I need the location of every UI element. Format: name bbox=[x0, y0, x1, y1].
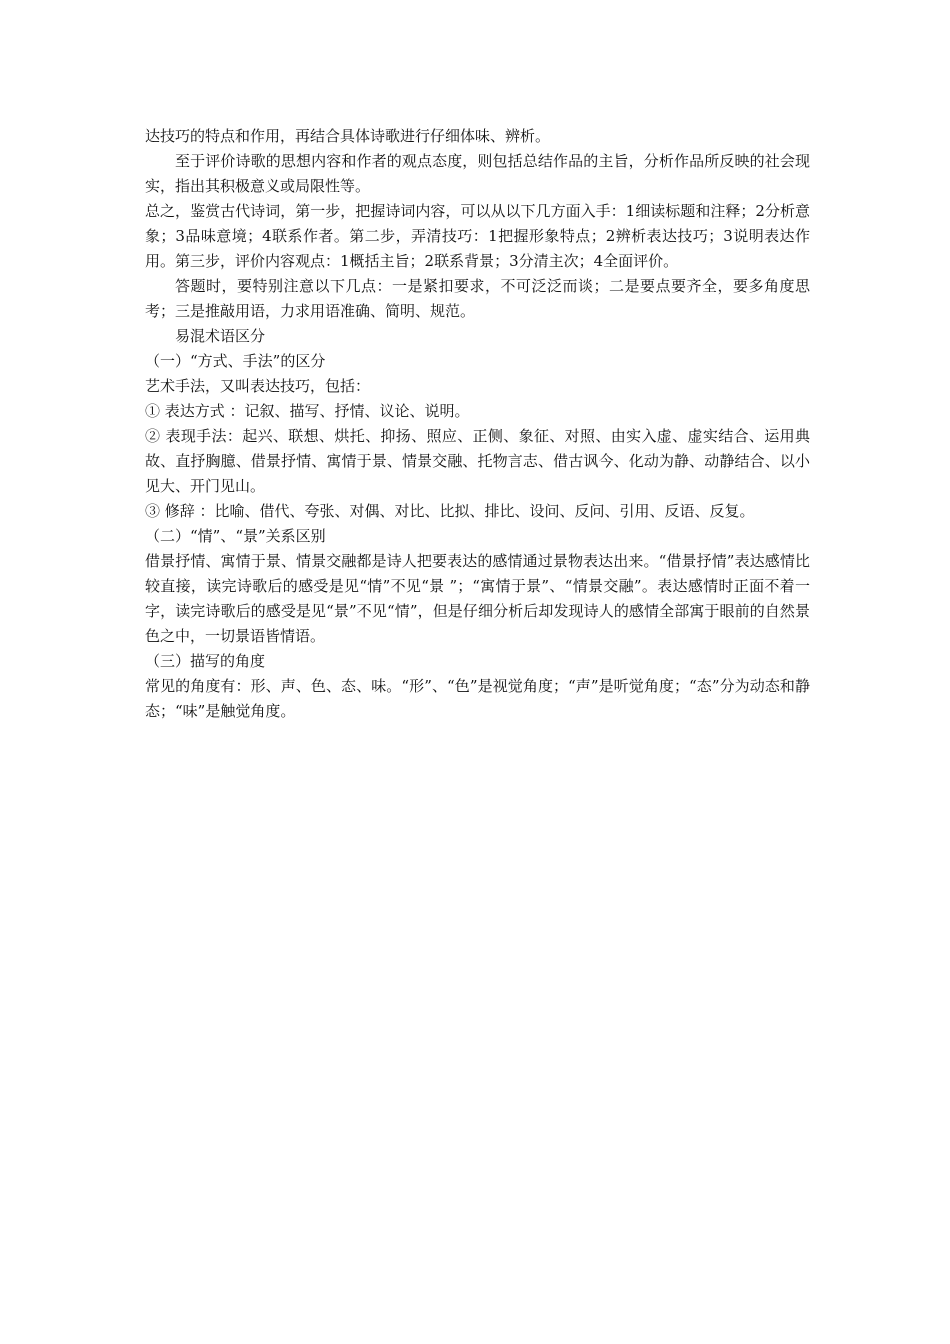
subheading-emotion-scene: （二）“情”、“景”关系区别 bbox=[145, 527, 326, 545]
section-heading-confusing-terms: 易混术语区分 bbox=[175, 327, 266, 345]
list-item-rhetoric: ③ 修辞 ：比喻、借代、夸张、对偶、对比、比拟、排比、设问、反问、引用、反语、反复。 bbox=[145, 502, 755, 520]
paragraph-answer-tips: 答题时，要特别注意以下几点：一是紧扣要求，不可泛泛而谈；二是要点要齐全，要多角度思考；三是推敲用语，力求用语准确、简明、规范。 bbox=[145, 277, 810, 320]
document-body bbox=[145, 124, 810, 724]
paragraph-description-angles: 常见的角度有：形、声、色、态、味。“形”、“色”是视觉角度；“声”是听觉角度；“态”分为动态和静态；“味”是触觉角度。 bbox=[145, 677, 810, 720]
subheading-methods-techniques: （一）“方式、手法”的区分 bbox=[145, 352, 326, 370]
paragraph-evaluation: 至于评价诗歌的思想内容和作者的观点态度，则包括总结作品的主旨，分析作品所反映的社会现实，指出其积极意义或局限性等。 bbox=[145, 152, 810, 195]
paragraph-summary-steps: 总之，鉴赏古代诗词，第一步，把握诗词内容，可以从以下几方面入手：1细读标题和注释；2分析意象；3品味意境；4联系作者。第二步，弄清技巧：1把握形象特点；2辨析表达技巧；3说明表达作用。第三步，评价内容观点：1概括主旨；2联系背景；3分清主次；4全面评价。 bbox=[145, 202, 810, 270]
list-item-presentation-techniques: ② 表现手法：起兴、联想、烘托、抑扬、照应、正侧、象征、对照、由实入虚、虚实结合、运用典故、直抒胸臆、借景抒情、寓情于景、情景交融、托物言志、借古讽今、化动为静、动静结合、以小见大、开门见山。 bbox=[145, 427, 810, 495]
paragraph-emotion-scene: 借景抒情、寓情于景、情景交融都是诗人把要表达的感情通过景物表达出来。“借景抒情”表达感情比较直接，读完诗歌后的感受是见“情”不见“景 ”；“寓情于景”、“情景交融”。表达感情时正面不着一字，读完诗歌后的感受是见“景”不见“情”，但是仔细分析后却发现诗人的感情全部寓于眼前的自然景色之中，一切景语皆情语。 bbox=[145, 552, 810, 645]
list-item-expression-modes: ① 表达方式 ：记叙、描写、抒情、议论、说明。 bbox=[145, 402, 470, 420]
paragraph-technique-continuation: 达技巧的特点和作用，再结合具体诗歌进行仔细体味、辨析。 bbox=[145, 127, 551, 145]
paragraph-art-techniques-intro: 艺术手法，又叫表达技巧，包括： bbox=[145, 377, 371, 395]
subheading-description-angles: （三）描写的角度 bbox=[145, 652, 266, 670]
